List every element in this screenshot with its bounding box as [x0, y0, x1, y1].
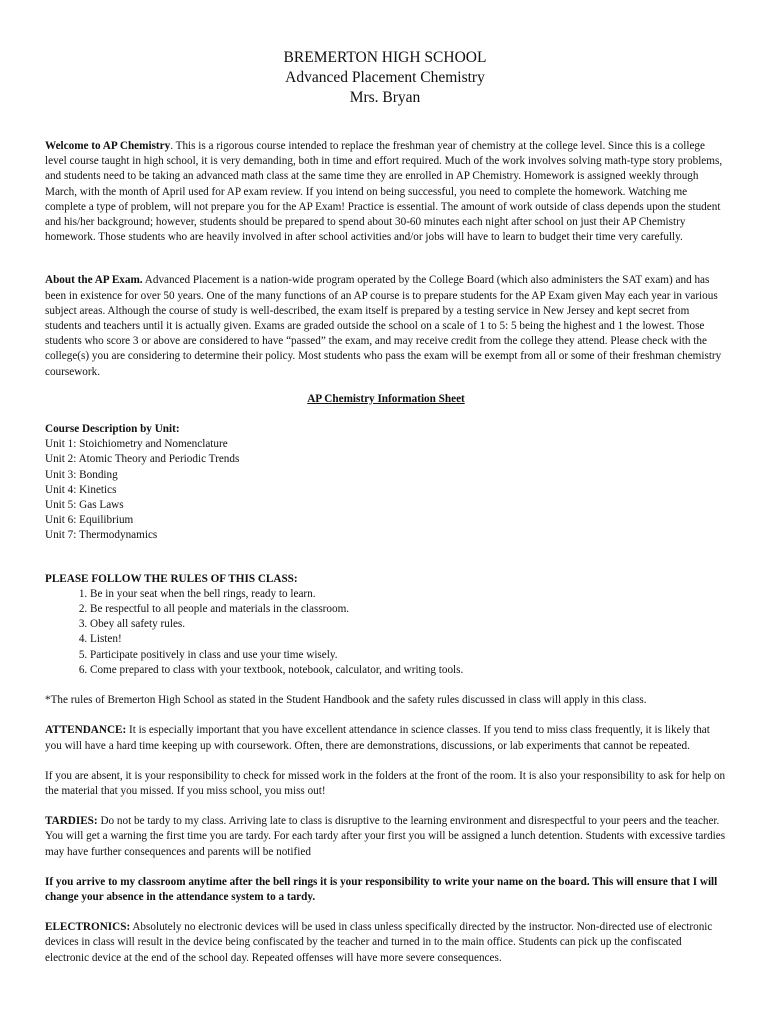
- unit-item: Unit 6: Equilibrium: [45, 514, 134, 527]
- unit-item: Unit 2: Atomic Theory and Periodic Trends: [45, 453, 240, 466]
- unit-item: Unit 7: Thermodynamics: [45, 529, 158, 542]
- document-body: [45, 139, 727, 966]
- welcome-lead: Welcome to AP Chemistry: [45, 140, 171, 152]
- units-heading: Course Description by Unit:: [45, 423, 180, 436]
- electronics-paragraph: [45, 920, 727, 966]
- about-paragraph: [45, 273, 727, 379]
- about-text: Advanced Placement is a nation-wide program operated by the College Board (which also administers the SAT exam) and has been in existence for over 50 years. One of the many functions of an AP course is to prepare students for the AP Exam given May each year in various subject areas. Although the course of study is well-described, the exam itself is prepared by a testing service in New Jersey and kept secret from students and teachers until it is actually given. Exams are graded outside the school on a scale of 1 to 5: 5 being the highest and 1 the lowest. Those students who score 3 or above are considered to have “passed” the exam, and may receive credit from the college they attend. Please check with the college(s) you are considering to determine their policy. Most students who pass the exam will be exempt from all or some of their freshman chemistry coursework.: [45, 274, 722, 378]
- units-list: [45, 437, 727, 543]
- tardies-text: Do not be tardy to my class. Arriving late to class is disruptive to the learning environment and disrespectful to your peers and the teacher. You will get a warning the first time you are tardy. For each tardy after your first you will be assigned a lunch detention. Students with excessive tardies may have further consequences and parents will be notified: [45, 815, 726, 858]
- rule-item: 6. Come prepared to class with your textbook, notebook, calculator, and writing tools.: [90, 663, 727, 678]
- attendance-text: It is especially important that you have excellent attendance in science classes. If you tend to miss class frequently, it is likely that you will have a hard time keeping up with coursework. Often, there are demonstrations, discussions, or lab experiments that cannot be repeated.: [45, 724, 710, 752]
- rules-note: *The rules of Bremerton High School as stated in the Student Handbook and the safety rules discussed in class will apply in this class.: [45, 694, 647, 707]
- unit-item: Unit 1: Stoichiometry and Nomenclature: [45, 438, 228, 451]
- rule-item: 5. Participate positively in class and use your time wisely.: [90, 648, 727, 663]
- welcome-text: . This is a rigorous course intended to replace the freshman year of chemistry at the college level. Since this is a college level course taught in high school, it is very demanding, both in time and effort required. Much of the work involves solving math-type story problems, and students need to be taking an advanced math class at the same time they are enrolled in AP Chemistry. Homework is assigned weekly through March, with the month of April used for AP exam review. If you intend on being successful, you need to complete the homework. Watching me complete a type of problem, will not prepare you for the AP Exam! Practice is essential. The amount of work outside of class depends upon the student and his/her background; however, students should be prepared to spend about 30-60 minutes each night after school on just their AP Chemistry homework. Those students who are heavily involved in after school activities and/or jobs will have to learn to budget their time very carefully.: [45, 140, 723, 244]
- school-name: BREMERTON HIGH SCHOOL: [283, 49, 487, 66]
- unit-item: Unit 3: Bonding: [45, 468, 118, 481]
- unit-item: Unit 5: Gas Laws: [45, 499, 124, 512]
- rule-item: 3. Obey all safety rules.: [90, 617, 727, 632]
- about-lead: About the AP Exam.: [45, 274, 143, 287]
- document-header: [0, 48, 770, 108]
- absent-paragraph: If you are absent, it is your responsibility to check for missed work in the folders at the front of the room. It is also your responsibility to ask for help on the material that you missed. If you miss school, you miss out!: [45, 769, 726, 797]
- attendance-lead: ATTENDANCE:: [45, 724, 127, 737]
- rule-item: 1. Be in your seat when the bell rings, ready to learn.: [90, 587, 727, 602]
- tardies-lead: TARDIES:: [45, 815, 98, 828]
- info-sheet-title: AP Chemistry Information Sheet: [307, 392, 465, 405]
- board-note: If you arrive to my classroom anytime after the bell rings it is your responsibility to write your name on the board. This will ensure that I will change your absence in the attendance system to a tardy.: [45, 875, 718, 903]
- electronics-lead: ELECTRONICS:: [45, 921, 131, 934]
- teacher-name: Mrs. Bryan: [349, 89, 421, 106]
- electronics-text: Absolutely no electronic devices will be used in class unless specifically directed by the instructor. Non-directed use of electronic devices in class will result in the device being confiscated by the teacher and turned in to the main office. Students can pick up the confiscated electronic device at the end of the school day. Repeated offenses will have more severe consequences.: [45, 921, 713, 964]
- rule-item: 4. Listen!: [90, 632, 727, 647]
- tardies-paragraph: [45, 814, 727, 860]
- attendance-paragraph: [45, 723, 727, 753]
- rules-heading: PLEASE FOLLOW THE RULES OF THIS CLASS:: [45, 572, 298, 585]
- rules-list: [45, 587, 727, 678]
- rule-item: 2. Be respectful to all people and materials in the classroom.: [90, 602, 727, 617]
- course-title: Advanced Placement Chemistry: [285, 69, 485, 86]
- unit-item: Unit 4: Kinetics: [45, 483, 117, 496]
- welcome-paragraph: [45, 139, 727, 245]
